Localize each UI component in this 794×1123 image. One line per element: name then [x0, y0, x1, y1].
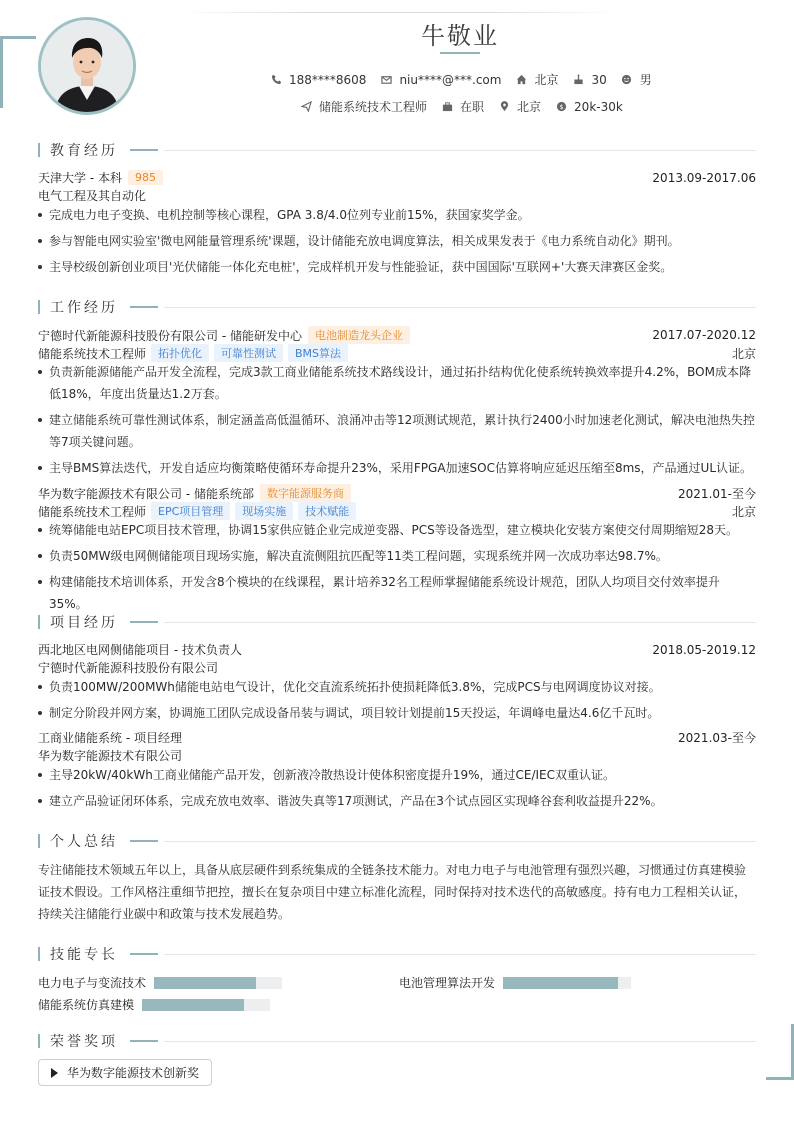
skill-name: 储能系统仿真建模 [38, 998, 135, 1012]
section-title: 工作经历 [50, 300, 118, 316]
position-text: 储能系统技术工程师 [319, 100, 428, 114]
top-divider [178, 12, 618, 13]
company-name: 宁德时代新能源科技股份有限公司 - 储能研发中心 [38, 328, 302, 343]
map-pin-icon [498, 101, 510, 113]
home-icon [515, 74, 527, 86]
city-item [498, 98, 541, 115]
work-role-row [38, 502, 756, 520]
job-title: 储能系统技术工程师 [38, 346, 147, 361]
location-text: 北京 [534, 73, 559, 87]
skill-bar [154, 977, 282, 989]
name-underline [440, 52, 480, 54]
project-entry-header [38, 641, 756, 658]
gender-item [621, 71, 652, 88]
cake-icon [572, 74, 584, 86]
project-bullet: 制定分阶段并网方案，协调施工团队完成设备吊装与调试，项目较计划提前15天投运，年调峰电量达4.6亿千瓦时。 [38, 702, 756, 724]
work-city: 北京 [731, 504, 756, 519]
project-date: 2018.05-2019.12 [652, 642, 756, 657]
education-date: 2013.09-2017.06 [652, 170, 756, 185]
company-tag: 数字能源服务商 [260, 484, 351, 502]
salary-item [555, 100, 623, 114]
skill-item [38, 996, 270, 1013]
email-text: niu****@***.com [399, 72, 502, 87]
gender-text: 男 [639, 73, 652, 87]
work-entry-header [38, 484, 756, 502]
project-company-row [38, 747, 756, 764]
project-bullet: 负责100MW/200MWh储能电站电气设计，优化交直流系统拓扑使损耗降低3.8%，完成PCS与电网调度协议对接。 [38, 676, 756, 698]
job-title: 储能系统技术工程师 [38, 504, 147, 519]
skill-tag: BMS算法 [288, 344, 348, 362]
section-title: 教育经历 [50, 143, 118, 159]
education-major-row [38, 187, 756, 204]
section-projects-header [38, 613, 756, 631]
skill-tag: EPC项目管理 [151, 502, 230, 520]
corner-decoration-bottom-right [766, 1024, 794, 1080]
candidate-name: 牛敬业 [421, 22, 499, 50]
status-text: 在职 [460, 100, 485, 114]
award-name: 华为数字能源技术创新奖 [67, 1066, 200, 1080]
skill-tag: 可靠性测试 [214, 344, 283, 362]
school-name: 天津大学 - 本科 [38, 171, 122, 185]
skill-name: 电池管理算法开发 [399, 976, 496, 990]
section-title: 个人总结 [50, 834, 118, 850]
phone-text: 188****8608 [289, 72, 367, 87]
skill-tag: 现场实施 [235, 502, 293, 520]
education-bullet: 完成电力电子变换、电机控制等核心课程，GPA 3.8/4.0位列专业前15%，获国家奖学金。 [38, 204, 756, 226]
location-item [515, 71, 558, 88]
work-bullet: 负责新能源储能产品开发全流程，完成3款工商业储能系统技术路线设计，通过拓扑结构优化使系统转换效率提升4.2%，BOM成本降低18%，年度出货量达1.2万套。 [38, 361, 756, 405]
skill-tag: 技术赋能 [298, 502, 356, 520]
triangle-icon [51, 1068, 58, 1078]
phone-item [270, 73, 366, 87]
education-bullet: 主导校级创新创业项目'光伏储能一体化充电桩'，完成样机开发与性能验证，获中国国际'互联网+'大赛天津赛区金奖。 [38, 256, 756, 278]
skill-bar-fill [503, 977, 618, 989]
section-skills-header [38, 945, 756, 963]
work-role-row [38, 344, 756, 362]
email-item [380, 73, 501, 87]
project-company: 华为数字能源技术有限公司 [38, 749, 183, 763]
work-bullet: 统筹储能电站EPC项目技术管理，协调15家供应链企业完成逆变器、PCS等设备选型，建立模块化安装方案使交付周期缩短28天。 [38, 519, 756, 541]
skill-item [38, 974, 282, 991]
job-intent-row [300, 98, 637, 115]
school-tag: 985 [128, 170, 163, 185]
project-company-row [38, 659, 756, 676]
position-item [300, 98, 427, 115]
skill-bar-fill [154, 977, 256, 989]
section-title: 技能专长 [50, 947, 118, 963]
project-entry-header [38, 729, 756, 746]
money-icon [555, 101, 567, 113]
section-title: 项目经历 [50, 615, 118, 631]
award-item [38, 1059, 212, 1086]
section-education-header [38, 141, 756, 159]
project-company: 宁德时代新能源科技股份有限公司 [38, 661, 219, 675]
skill-bar-fill [142, 999, 244, 1011]
project-bullet: 建立产品验证闭环体系，完成充放电效率、谐波失真等17项测试，产品在3个试点园区实现峰谷套利收益提升22%。 [38, 790, 756, 812]
phone-icon [270, 74, 282, 86]
skill-bar [503, 977, 631, 989]
svg-text:$: $ [559, 102, 564, 111]
work-date: 2017.07-2020.12 [652, 328, 756, 342]
education-bullet: 参与智能电网实验室'微电网能量管理系统'课题，设计储能充放电调度算法，相关成果发表于《电力系统自动化》期刊。 [38, 230, 756, 252]
contact-row [270, 71, 666, 88]
work-bullet: 负责50MW级电网侧储能项目现场实施，解决直流侧阻抗匹配等11类工程问题，实现系统并网一次成功率达98.7%。 [38, 545, 756, 567]
smile-icon [621, 74, 633, 86]
project-name: 西北地区电网侧储能项目 - 技术负责人 [38, 643, 242, 657]
company-tag: 电池制造龙头企业 [308, 326, 410, 344]
project-date: 2021.03-至今 [678, 731, 756, 745]
work-bullet: 建立储能系统可靠性测试体系，制定涵盖高低温循环、浪涌冲击等12项测试规范，累计执行2400小时加速老化测试，解决电池热失控等7项关键问题。 [38, 409, 756, 453]
project-name: 工商业储能系统 - 项目经理 [38, 731, 182, 745]
section-title: 荣誉奖项 [50, 1034, 118, 1050]
company-name: 华为数字能源技术有限公司 - 储能系统部 [38, 486, 254, 501]
skill-item [399, 974, 631, 991]
age-text: 30 [591, 72, 607, 87]
work-entry-header [38, 326, 756, 344]
status-item [441, 98, 484, 115]
briefcase-icon [441, 101, 453, 113]
skill-tag: 拓扑优化 [151, 344, 209, 362]
work-date: 2021.01-至今 [678, 486, 756, 501]
city-text: 北京 [517, 100, 542, 114]
section-awards-header [38, 1032, 756, 1050]
summary-text: 专注储能技术领域五年以上，具备从底层硬件到系统集成的全链条技术能力。对电力电子与电池管理有强烈兴趣，习惯通过仿真建模验证技术假设。工作风格注重细节把控，擅长在复杂项目中建立标准化流程，同时保持对技术迭代的高敏感度。持有电力工程相关认证，持续关注储能行业碳中和政策与技术发展趋势。 [38, 863, 747, 921]
section-summary-header [38, 832, 756, 850]
major-name: 电气工程及其自动化 [38, 189, 147, 203]
work-city: 北京 [731, 346, 756, 361]
section-work-header [38, 298, 756, 316]
education-entry-header [38, 169, 756, 186]
skill-bar [142, 999, 270, 1011]
send-icon [300, 101, 312, 113]
work-bullet: 构建储能技术培训体系，开发含8个模块的在线课程，累计培养32名工程师掌握储能系统设计规范，团队人均项目交付效率提升35%。 [38, 571, 756, 615]
age-item [572, 73, 606, 87]
project-bullet: 主导20kW/40kWh工商业储能产品开发，创新液冷散热设计使体积密度提升19%，通过CE/IEC双重认证。 [38, 764, 756, 786]
email-icon [380, 74, 392, 86]
skill-name: 电力电子与变流技术 [38, 976, 147, 990]
salary-text: 20k-30k [574, 99, 623, 114]
work-bullet: 主导BMS算法迭代，开发自适应均衡策略使循环寿命提升23%，采用FPGA加速SOC估算将响应延迟压缩至8ms，产品通过UL认证。 [38, 457, 756, 479]
